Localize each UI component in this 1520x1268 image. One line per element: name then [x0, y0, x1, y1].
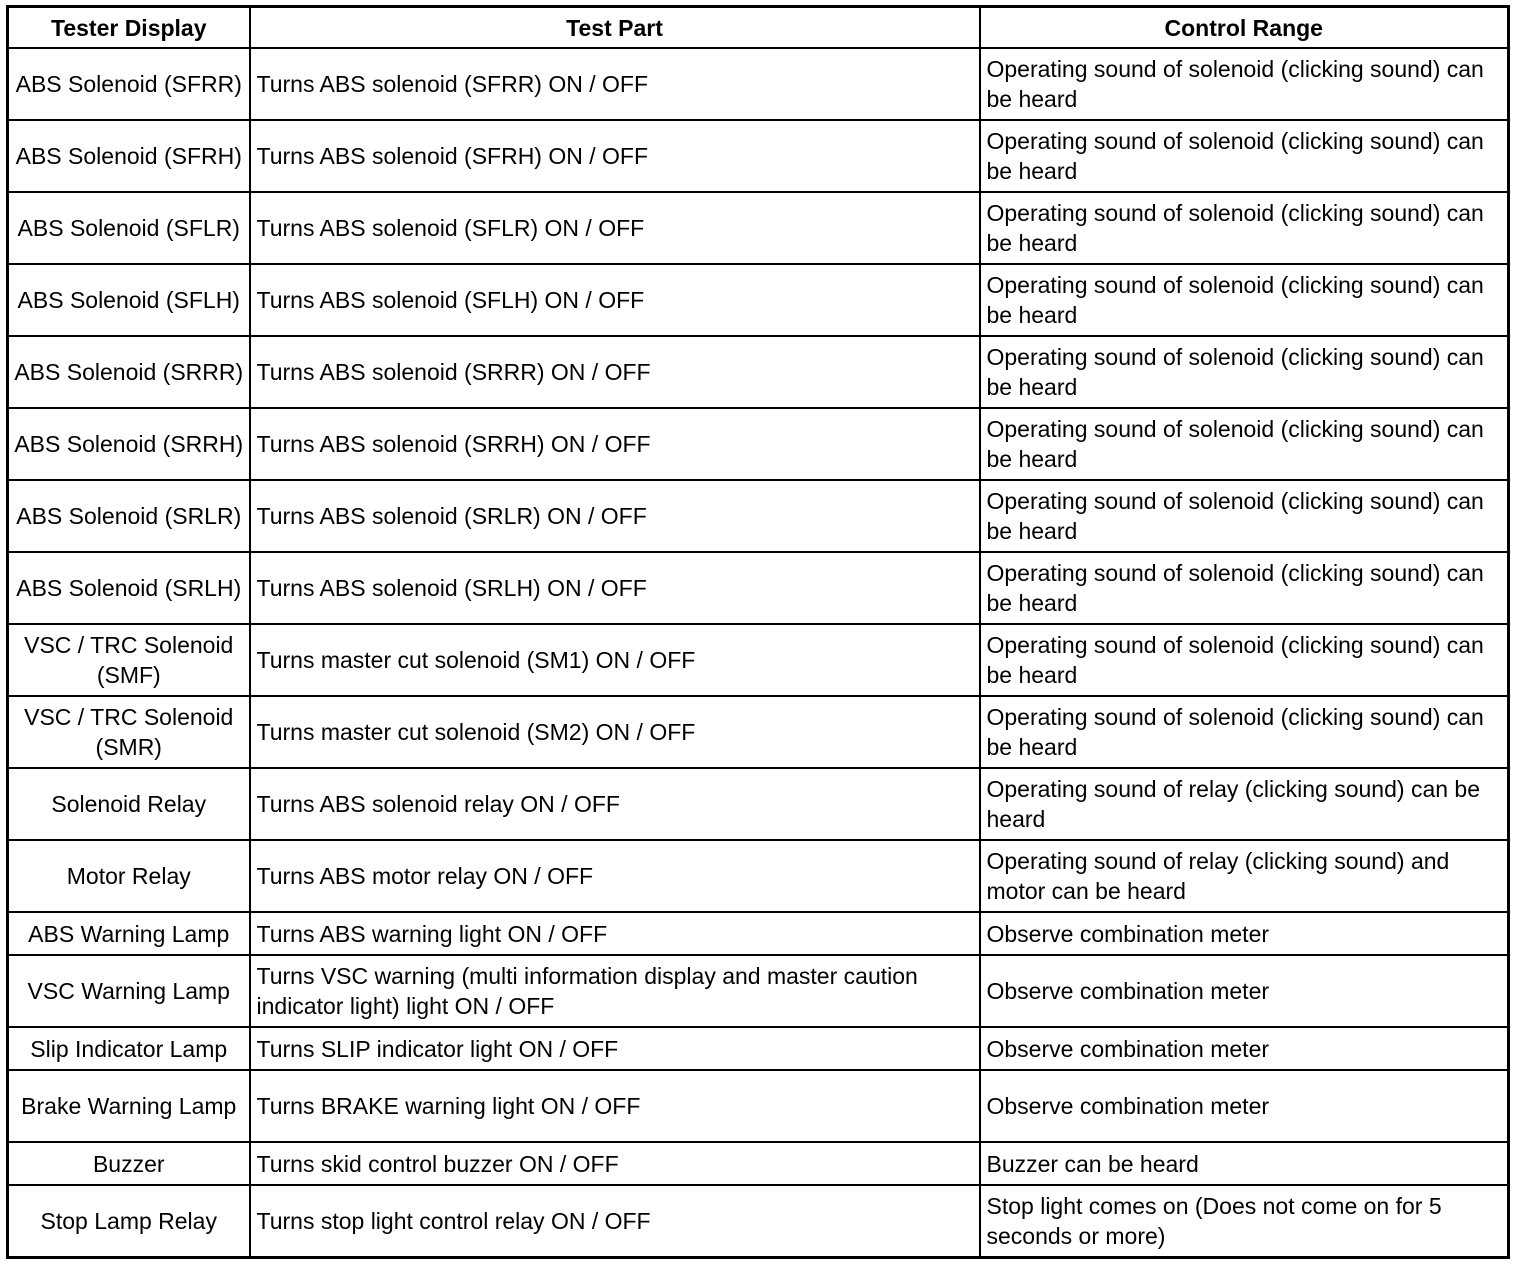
tester-display-cell: VSC / TRC Solenoid (SMF) [8, 624, 250, 696]
test-part-cell: Turns ABS solenoid (SRRR) ON / OFF [250, 336, 980, 408]
tester-display-cell: ABS Solenoid (SRLH) [8, 552, 250, 624]
test-part-cell: Turns ABS motor relay ON / OFF [250, 840, 980, 912]
header-control-range: Control Range [980, 7, 1509, 49]
control-range-cell: Operating sound of solenoid (clicking sound) can be heard [980, 552, 1509, 624]
tester-display-cell: Brake Warning Lamp [8, 1070, 250, 1142]
table-row [8, 624, 1509, 696]
test-part-cell: Turns ABS solenoid (SFRR) ON / OFF [250, 48, 980, 120]
test-part-cell: Turns BRAKE warning light ON / OFF [250, 1070, 980, 1142]
tester-display-cell: ABS Solenoid (SFRH) [8, 120, 250, 192]
control-range-cell: Observe combination meter [980, 1070, 1509, 1142]
table-row [8, 48, 1509, 120]
test-part-cell: Turns VSC warning (multi information display and master caution indicator light) light ON / OFF [250, 955, 980, 1027]
control-range-cell: Stop light comes on (Does not come on for 5 seconds or more) [980, 1185, 1509, 1258]
tester-display-cell: Stop Lamp Relay [8, 1185, 250, 1258]
header-row [8, 7, 1509, 49]
table-row [8, 120, 1509, 192]
test-part-cell: Turns ABS warning light ON / OFF [250, 912, 980, 955]
tester-display-cell: ABS Solenoid (SRRH) [8, 408, 250, 480]
tester-display-cell: Motor Relay [8, 840, 250, 912]
table-row [8, 1027, 1509, 1070]
table-row [8, 408, 1509, 480]
test-part-cell: Turns ABS solenoid relay ON / OFF [250, 768, 980, 840]
test-part-cell: Turns ABS solenoid (SRRH) ON / OFF [250, 408, 980, 480]
table-row [8, 480, 1509, 552]
control-range-cell: Operating sound of solenoid (clicking sound) can be heard [980, 264, 1509, 336]
tester-display-cell: ABS Solenoid (SFLH) [8, 264, 250, 336]
test-part-cell: Turns SLIP indicator light ON / OFF [250, 1027, 980, 1070]
tester-display-cell: Slip Indicator Lamp [8, 1027, 250, 1070]
control-range-cell: Observe combination meter [980, 1027, 1509, 1070]
table-row [8, 955, 1509, 1027]
tester-display-cell: ABS Solenoid (SFRR) [8, 48, 250, 120]
table-row [8, 336, 1509, 408]
tester-display-cell: ABS Solenoid (SRRR) [8, 336, 250, 408]
control-range-cell: Buzzer can be heard [980, 1142, 1509, 1185]
control-range-cell: Operating sound of solenoid (clicking sound) can be heard [980, 48, 1509, 120]
table-row [8, 840, 1509, 912]
tester-display-cell: ABS Warning Lamp [8, 912, 250, 955]
tester-display-cell: VSC / TRC Solenoid (SMR) [8, 696, 250, 768]
table-row [8, 696, 1509, 768]
control-range-cell: Observe combination meter [980, 955, 1509, 1027]
table-row [8, 768, 1509, 840]
tester-display-cell: ABS Solenoid (SFLR) [8, 192, 250, 264]
active-test-table [6, 5, 1510, 1259]
test-part-cell: Turns skid control buzzer ON / OFF [250, 1142, 980, 1185]
control-range-cell: Operating sound of solenoid (clicking sound) can be heard [980, 408, 1509, 480]
test-part-cell: Turns ABS solenoid (SFRH) ON / OFF [250, 120, 980, 192]
table-row [8, 264, 1509, 336]
table-row [8, 1070, 1509, 1142]
test-part-cell: Turns master cut solenoid (SM1) ON / OFF [250, 624, 980, 696]
control-range-cell: Operating sound of relay (clicking sound) and motor can be heard [980, 840, 1509, 912]
table-row [8, 552, 1509, 624]
test-part-cell: Turns ABS solenoid (SFLR) ON / OFF [250, 192, 980, 264]
control-range-cell: Operating sound of solenoid (clicking sound) can be heard [980, 624, 1509, 696]
table-row [8, 1185, 1509, 1258]
control-range-cell: Operating sound of solenoid (clicking sound) can be heard [980, 480, 1509, 552]
header-tester-display: Tester Display [8, 7, 250, 49]
table-row [8, 912, 1509, 955]
control-range-cell: Operating sound of solenoid (clicking sound) can be heard [980, 336, 1509, 408]
tester-display-cell: ABS Solenoid (SRLR) [8, 480, 250, 552]
table-row [8, 192, 1509, 264]
header-test-part: Test Part [250, 7, 980, 49]
control-range-cell: Operating sound of solenoid (clicking sound) can be heard [980, 120, 1509, 192]
tester-display-cell: Buzzer [8, 1142, 250, 1185]
control-range-cell: Operating sound of solenoid (clicking sound) can be heard [980, 192, 1509, 264]
test-part-cell: Turns master cut solenoid (SM2) ON / OFF [250, 696, 980, 768]
test-part-cell: Turns ABS solenoid (SFLH) ON / OFF [250, 264, 980, 336]
tester-display-cell: Solenoid Relay [8, 768, 250, 840]
tester-display-cell: VSC Warning Lamp [8, 955, 250, 1027]
test-part-cell: Turns stop light control relay ON / OFF [250, 1185, 980, 1258]
control-range-cell: Operating sound of relay (clicking sound) can be heard [980, 768, 1509, 840]
test-part-cell: Turns ABS solenoid (SRLH) ON / OFF [250, 552, 980, 624]
control-range-cell: Operating sound of solenoid (clicking sound) can be heard [980, 696, 1509, 768]
control-range-cell: Observe combination meter [980, 912, 1509, 955]
table-row [8, 1142, 1509, 1185]
test-part-cell: Turns ABS solenoid (SRLR) ON / OFF [250, 480, 980, 552]
